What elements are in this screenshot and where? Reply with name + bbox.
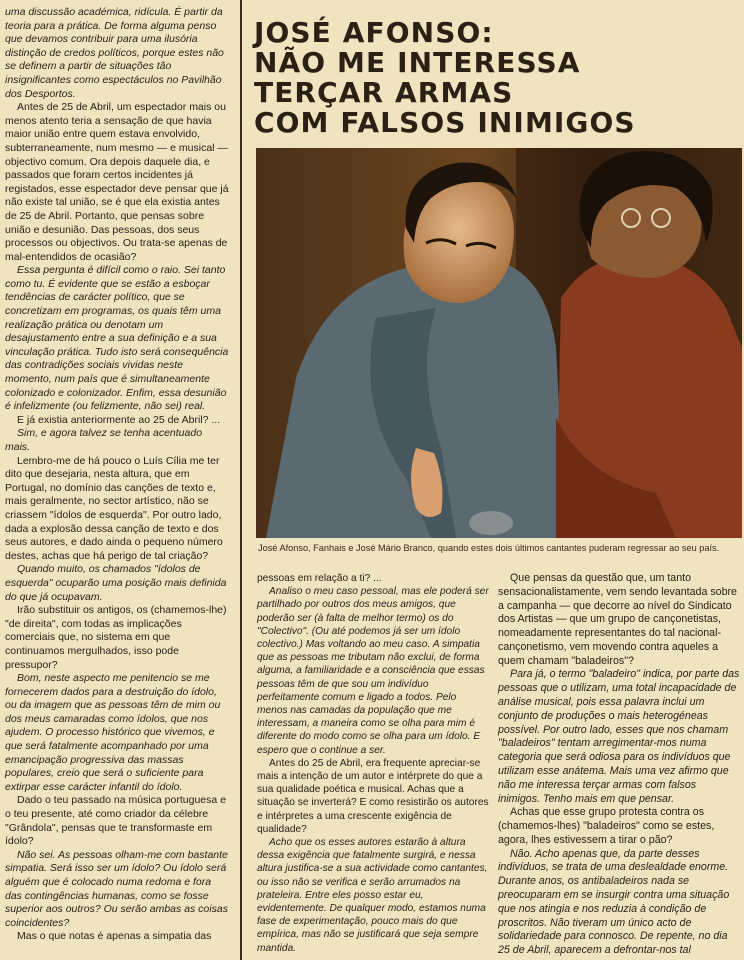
paragraph: Antes do 25 de Abril, era frequente apreciar-se mais a intenção de um autor e intérprete do que a sua qualidade poética e musical. Achas que a situação se inverterá? E como resistirão os autores e intérpretes a uma crescente exigência de qualidade? xyxy=(257,757,489,835)
paragraph: Essa pergunta é difícil como o raio. Sei tanto como tu. É evidente que se estão a esboçar tendências de carácter político, que se concretizam em programas, os quais têm uma realização prática ou denotam um desajustamento entre a sua definição e a sua vinculação prática. Tudo isto será consequência das contradições sociais vividas neste momento, num país que é simultaneamente colonizado e colonizador. Enfim, essa desunião é infelizmente (ou felizmente, não sei) real. xyxy=(5,264,229,413)
paragraph: Acho que os esses autores estarão à altura dessa exigência que fatalmente surgirá, e nessa altura justifica-se a sua actividade como cantantes, ou isso não se verifica e serão arrumados na prateleira. Entre eles posso estar eu, evidentemente. De qualquer modo, estamos numa fase de experimentação, pouco mais do que empírica, mas não se justificará que seja sempre mantida. xyxy=(257,837,488,954)
paragraph: Lembro-me de há pouco o Luís Cília me ter dito que desejaria, nesta altura, que em Portugal, no domínio das canções de texto e, mais geralmente, no sector artístico, não se criassem "ídolos de esquerda". Por outro lado, dada a explosão dessa canção de texto e dos seus autores, e dado ainda o pequeno número destes, achas que há perigo de tal criação? xyxy=(5,454,223,562)
paragraph: Que pensas da questão que, um tanto sensacionalistamente, vem sendo levantada sobre a campanha — que decorre ao nível do Sindicato dos Artistas — que um grupo de cançonetistas, nomeadamente representantes do tal nacional-cançonetismo, vem movendo contra aqueles a quem chamam "baladeiros"? xyxy=(498,572,737,667)
paragraph: Mas o que notas é apenas a simpatia das xyxy=(17,930,212,943)
left-text-column xyxy=(5,6,230,944)
paragraph: Analiso o meu caso pessoal, mas ele poderá ser partilhado por outros dos meus amigos, que poderão ser (à falta de melhor termo) os do "Colectivo". (Ou até podemos já ser um ídolo colectivo.) Mas voltando ao meu caso. A simpatia que as pessoas me tributam não exclui, de forma alguma, a familiaridade e a consciência que essas pessoas têm de que sou um indivíduo perfeitamente comum e ligado a todos. Pelo menos nas camadas da população que me interessam, a maneira como se olha para mim é diferente do modo como se olha para um ídolo. E espero que o continue a ser. xyxy=(257,586,489,756)
photo-caption: José Afonso, Fanhais e José Mário Branco, quando estes dois últimos cantantes puderam regressar ao seu país. xyxy=(258,543,720,553)
photo-illustration xyxy=(256,148,742,538)
paragraph: Quando muito, os chamados "ídolos de esquerda" ocuparão uma posição mais definida do que já ocupavam. xyxy=(5,563,227,603)
paragraph: Irão substituir os antigos, os (chamemos-lhe) "de direita", com todas as implicações comerciais que, no sistema em que continuamos mergulhados, isso pode pressupor? xyxy=(5,604,227,671)
paragraph: Sim, e agora talvez se tenha acentuado mais. xyxy=(5,427,203,453)
paragraph: Dado o teu passado na música portuguesa e o teu presente, até como criador da célebre "Grândola", pensas que te transformaste em ídolo? xyxy=(5,794,226,848)
column-rule xyxy=(240,0,242,960)
paragraph: uma discussão académica, ridícula. É partir da teoria para a prática. De forma alguma penso que devamos contribuir para uma ilusória distinção de credos políticos, porque estes não se definem a partir de situações tão insignificantes como espectáculos no Pavilhão dos Desportos. xyxy=(5,6,224,100)
paragraph: Para já, o termo "baladeiro" indica, por parte das pessoas que o utilizam, uma total incapacidade de análise musical, pois essa palavra inclui um conjunto de produções o mais heterogéneas possível. Por outro lado, esses que nos chamam "baladeiros" tentam arregimentar-mos numa categoria que será odiosa para os indivíduos que utilizam esse anátema. Mais uma vez afirmo que não me interessa terçar armas com falsos inimigos. Tenho mais em que pensar. xyxy=(498,668,740,805)
paragraph: E já existia anteriormente ao 25 de Abril? ... xyxy=(17,413,221,426)
middle-text-column xyxy=(257,572,489,955)
paragraph: Não sei. As pessoas olham-me com bastante simpatia. Será isso ser um ídolo? Ou ídolo será alguém que é colocado numa redoma e fora das contingências humanas, como se fosse superior aos outros? Ou serão ambas as coisas coincidentes? xyxy=(5,848,228,929)
paragraph: Achas que esse grupo protesta contra os (chamemos-lhes) "baladeiros" como se estes, agora, lhes estivessem a tirar o pão? xyxy=(498,806,715,846)
article-headline: JOSÉ AFONSO: NÃO ME INTERESSA TERÇAR ARMAS COM FALSOS INIMIGOS xyxy=(254,16,636,139)
paragraph: Não. Acho apenas que, da parte desses indivíduos, se trata de uma deslealdade enorme. Durante anos, os antibaladeiros nada se preocuparam em se insurgir contra uma situação que nos atingia e nos reduzia à condição de proscritos. Não tiveram um único acto de solidariedade para connosco. De repente, no dia 25 de Abril, aparecem a defrontar-nos tal xyxy=(498,847,730,957)
paragraph: Bom, neste aspecto me penitencio se me fornecerem dados para a destruição do ídolo, ou da imagem que as pessoas têm de mim ou dos meus camaradas como ídolos, que nos ajudem. O processo histórico que vivemos, e que será fatalmente acompanhado por uma emancipação progressiva das massas populares, creio que será o suficiente para extirpar esse carácter infantil do ídolo. xyxy=(5,672,221,793)
right-text-column xyxy=(498,572,740,958)
paragraph: Antes de 25 de Abril, um espectador mais ou menos atento teria a sensação de que havia maior união entre quem estava envolvido, subterraneamente, num mesmo — e musical — objectivo comum. Ora depois daquele dia, e passados que foram certos incidentes já registados, esse espectador deve pensar que já não existe tal união, se é que ela existia antes de 25 de Abril. Portanto, que pensas sobre união e desunião. Das pessoas, dos seus processos ou objectivos. Ou trata-se apenas de mal-entendidos de ocasião? xyxy=(5,101,229,263)
article-photo xyxy=(256,148,742,538)
paragraph: pessoas em relação a ti? ... xyxy=(257,573,382,584)
